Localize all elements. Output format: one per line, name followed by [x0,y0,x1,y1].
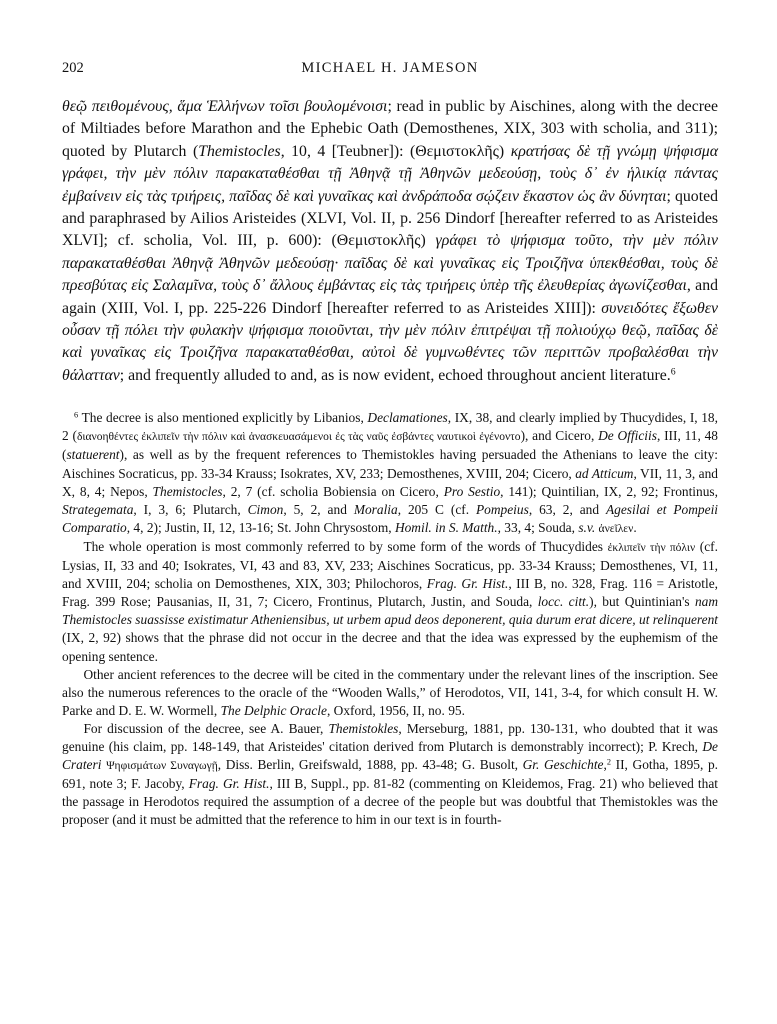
text-run: , [603,757,607,773]
italic-run: ad Atticum [575,465,634,481]
italic-run: συνειδότες ἔξωθεν οὖσαν τῇ πόλει τὴν φυλακὴν ψήφισμα ποιοῦνται, τὴν μὲν πόλιν ἐπιτρέψαι τῇ πολιούχῳ θεῷ, παῖδας δὲ καὶ γυναῖκας εἰς Τροιζῆνα παρακαταθέσθαι, αὐτοὶ δὲ γυμνωθέντες τῶν περιττῶν προβαλέσθαι τὴν θάλατταν [62,299,718,384]
main-text [62,96,718,387]
footnote-6-paragraph-1 [62,409,718,538]
italic-run: Themistocles [152,483,223,499]
text-run: (cf. Lysias, II, 33 and 40; Isokrates, VI, 43 and 83, XV, 233; Aischines Socraticus, pp. 33-34 Krauss; Demosthenes, VI, 11, and XVIII, 204; scholia on Demosthenes, XIX, 303; Philochoros, [62,538,718,592]
text-run: , 63, 2, and [528,501,606,517]
italic-run: s.v. [578,519,596,535]
text-run: , and again (XIII, Vol. I, pp. 225-226 Dindorf [hereafter referred to as Aristeides XIII]): [62,277,718,317]
text-run: ), but Quintinian's [589,594,695,610]
greek-quote: διανοηθέντες ἐκλιπεῖν τὴν πόλιν καὶ ἀνασκευασάμενοι ἐς τὰς ναῦς ἐσβάντες ναυτικοὶ ἐγένοντο [76,431,521,444]
page [62,60,718,829]
italic-run: De Crateri [62,738,718,773]
text-run: , 33, 4; Souda, [497,519,579,535]
text-run: ; quoted and paraphrased by Ailios Aristeides (XLVI, Vol. II, p. 256 Dindorf [hereafter referred to as Aristeides XLVI]; cf. scholia, Vol. III, p. 600): (Θεμιστοκλῆς) [62,187,718,250]
text-run: , III B, no. 328, Frag. 116 = Aristotle, Frag. 399 Rose; Pausanias, II, 31, 7; Cicero, Frontinus, Plutarch, Justin, and Souda, [62,576,718,610]
italic-run: Agesilai et Pompeii Comparatio [62,501,719,535]
page-header [62,60,718,82]
text-run: Other ancient references to the decree will be cited in the commentary under the relevant lines of the inscription. See also the numerous references to the oracle of the “Wooden Walls,” of Herodotos, VII, 141, 3-4, for which consult H. W. Parke and D. E. W. Wormell, [62,666,718,718]
greek-quote: ἐκλιπεῖν τὴν πόλιν [607,541,696,554]
text-run: The decree is also mentioned explicitly by Libanios, [78,410,368,426]
text-run: , 205 C (cf. [397,501,476,517]
italic-run: Frag. Gr. Hist. [188,776,270,792]
footnotes [62,409,718,829]
greek-quote: ἀνεῖλεν [598,522,634,535]
text-run: , 2, 7 (cf. scholia Bobiensia on Cicero, [222,483,444,499]
italic-run: Moralia [353,501,398,517]
footnote-6-paragraph-2 [62,538,718,666]
text-run: , 4, 2); Justin, II, 12, 13-16; St. John Chrysostom, [126,519,395,535]
italic-run: Homil. in S. Matth. [394,519,498,535]
text-run: For discussion of the decree, see A. Bauer, [83,720,329,736]
main-paragraph [62,96,718,387]
italic-run: Declamationes [367,410,448,426]
italic-run: nam Themistocles suassisse existimatur Atheniensibus, ut urbem apud deos deponerent, quia durum erat dicere, ut relinquerent [62,594,718,628]
text-run: ), as well as by the frequent references to Themistokles having persuaded the Athenians to leave the city: Aischines Socraticus, pp. 33-34 Krauss; Isokrates, XV, 233; Demosthenes, XVIII, 204; Cicero, [62,447,718,481]
running-head: MICHAEL H. JAMESON [301,60,479,76]
italic-run: De Officiis [598,428,657,444]
italic-run: statuerent [66,447,120,463]
text-run: , 5, 2, and [283,501,354,517]
italic-run: locc. citt. [537,594,590,610]
italic-run: The Delphic Oracle [220,702,327,718]
text-run: The whole operation is most commonly referred to by some form of the words of Thucydides [83,538,608,554]
italic-run: Strategemata [62,501,134,517]
text-run: , I, 3, 6; Plutarch, [133,501,248,517]
footnote-marker: 2 [606,757,612,767]
text-run: , VII, 11, 3, and X, 8, 4; Nepos, [62,465,718,499]
footnote-marker: 6 [670,366,676,378]
footnote-6-paragraph-3 [62,666,718,720]
text-run: , Merseburg, 1881, pp. 130-131, who doubted that it was genuine (his claim, pp. 148-149, that Aristeides' citation derived from Plutarch is demonstrably incorrect); P. Krech, [62,720,718,754]
italic-run: Gr. Geschichte [522,757,604,773]
text-run: , 141); Quintilian, IX, 2, 92; Frontinus, [500,483,718,499]
page-number: 202 [62,60,84,76]
italic-run: κρατήσας δὲ τῇ γνώμῃ ψήφισμα γράφει, τὴν μὲν πόλιν παρακαταθέσθαι τῇ Ἀθηνᾷ τῇ Ἀθηνῶν μεδεούσῃ, τοὺς δ᾽ ἐν ἡλικίᾳ πάντας ἐμβαίνειν εἰς τὰς τριήρεις, παῖδας δὲ καὶ γυναῖκας καὶ ἀνδράποδα σῴζειν ἕκαστον ὡς ἂν δύνηται [62,142,719,205]
text-run: . [633,519,637,535]
text-run: , Diss. Berlin, Greifswald, 1888, pp. 43-48; G. Busolt, [217,757,523,773]
italic-run: Pompeius [476,501,529,517]
text-run: , IX, 38, and clearly implied by Thucydides, I, 18, 2 ( [62,410,718,444]
italic-run: Cimon [247,501,284,517]
text-run: , Oxford, 1956, II, no. 95. [326,702,465,718]
italic-run: θεῷ πειθομένους, ἅμα Ἑλλήνων τοῖσι βουλομένοισι [62,98,388,115]
text-run: II, Gotha, 1895, p. 691, note 3; F. Jacoby, [62,757,718,792]
footnote-6-paragraph-4 [62,720,718,830]
text-run: , 10, 4 [Teubner]): (Θεμιστοκλῆς) [280,142,511,160]
text-run: , III B, Suppl., pp. 81-82 (commenting on Kleidemos, Frag. 21) who believed that the passage in Herodotos required the assumption of a decree of the people but was doubtful that Themistokles was the proposer (and it must be admitted that the reference to him in our text is in fourth- [62,776,718,828]
italic-run: Themistocles [198,142,281,160]
text-run: (IX, 2, 92) shows that the phrase did not occur in the decree and that the idea was expressed by the euphemism of the opening sentence. [62,630,718,664]
text-run: ; and frequently alluded to and, as is now evident, echoed throughout ancient literature. [119,366,671,384]
text-run: ), and Cicero, [520,428,599,444]
greek-quote: Ψηφισμάτων Συναγωγῇ [106,760,218,773]
italic-run: Themistokles [328,720,399,736]
text-run: , III, 11, 48 ( [62,428,719,463]
italic-run: Frag. Gr. Hist. [426,576,509,592]
italic-run: γράφει τὸ ψήφισμα τοῦτο, τὴν μὲν πόλιν παρακαταθέσθαι Ἀθηνᾷ Ἀθηνῶν μεδεούσῃ· παῖδας δὲ καὶ γυναῖκας εἰς Τροιζῆνα ὑπεκθέσθαι, τοὺς δὲ πρεσβύτας εἰς Σαλαμῖνα, τοὺς δ᾽ ἄλλους ἐμβάντας εἰς τὰς τριήρεις ὑπὲρ τῆς ἐλευθερίας ἀγωνίζεσθαι [62,232,719,295]
italic-run: Pro Sestio [443,483,501,499]
text-run: ; read in public by Aischines, along with the decree of Miltiades before Marathon and the Ephebic Oath (Demosthenes, XIX, 303 with scholia, and 311); quoted by Plutarch ( [62,98,718,160]
footnote-marker: 6 [74,410,79,420]
